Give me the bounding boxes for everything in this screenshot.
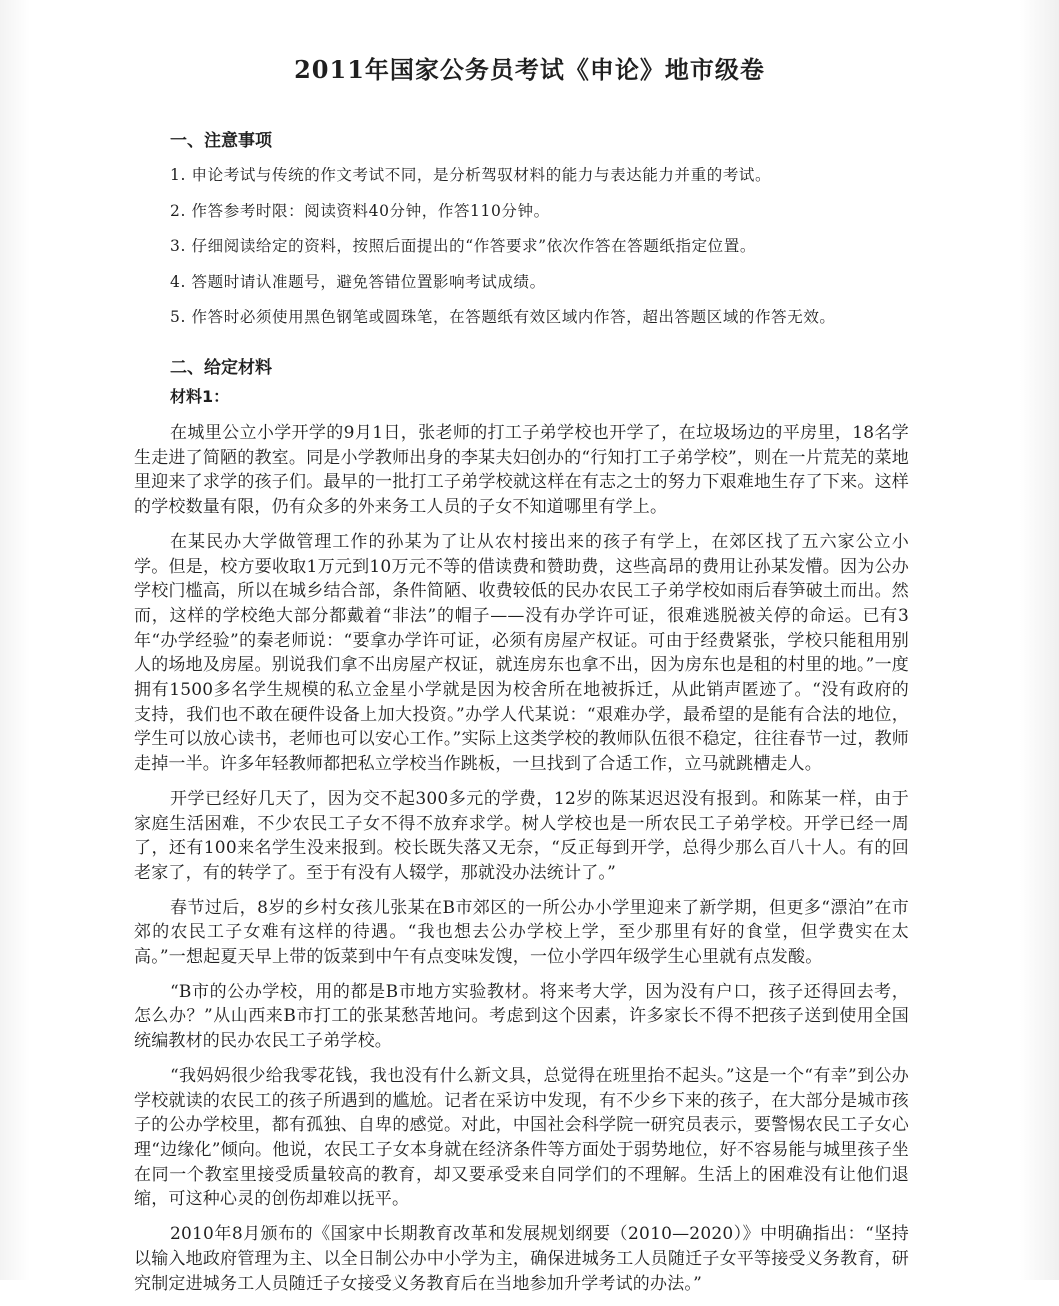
- notice-item: 2. 作答参考时限：阅读资料40分钟，作答110分钟。: [170, 201, 550, 220]
- document-title: 2011年国家公务员考试《申论》地市级卷: [294, 55, 765, 84]
- section-heading-materials: 二、给定材料: [170, 358, 272, 378]
- material-label: 材料1：: [170, 387, 230, 406]
- material-body: [134, 421, 909, 1306]
- notice-list: [170, 158, 836, 336]
- section-heading-notice: 一、注意事项: [170, 131, 272, 151]
- notice-item: 1. 申论考试与传统的作文考试不同，是分析驾驭材料的能力与表达能力并重的考试。: [170, 166, 772, 184]
- material-paragraph: “B市的公办学校，用的都是B市地方实验教材。将来考大学，因为没有户口，孩子还得回去考，怎么办？”从山西来B市打工的张某愁苦地问。考虑到这个因素，许多家长不得不把孩子送到使用全国统编教材的民办农民工子弟学校。: [134, 981, 909, 1052]
- notice-item: 4. 答题时请认准题号，避免答错位置影响考试成绩。: [170, 272, 546, 291]
- material-paragraph: 在城里公立小学开学的9月1日，张老师的打工子弟学校也开学了，在垃圾场边的平房里，18名学生走进了简陋的教室。同是小学教师出身的李某夫妇创办的“行知打工子弟学校”，则在一片荒芜的菜地里迎来了求学的孩子们。最早的一批打工子弟学校就这样在有志之士的努力下艰难地生存了下来。这样的学校数量有限，仍有众多的外来务工人员的子女不知道哪里有学上。: [134, 423, 909, 518]
- notice-item: 5. 作答时必须使用黑色钢笔或圆珠笔，在答题纸有效区域内作答，超出答题区域的作答无效。: [170, 308, 836, 326]
- material-paragraph: 春节过后，8岁的乡村女孩儿张某在B市郊区的一所公办小学里迎来了新学期，但更多“漂泊”在市郊的农民工子女难有这样的待遇。“我也想去公办学校上学，至少那里有好的食堂，但学费实在太高。”一想起夏天早上带的饭菜到中午有点变味发馊，一位小学四年级学生心里就有点发酸。: [134, 897, 909, 968]
- material-paragraph: “我妈妈很少给我零花钱，我也没有什么新文具，总觉得在班里抬不起头。”这是一个“有幸”到公办学校就读的农民工的孩子所遇到的尴尬。记者在采访中发现，有不少乡下来的孩子，在大部分是城市孩子的公办学校里，都有孤独、自卑的感觉。对此，中国社会科学院一研究员表示，要警惕农民工子女心理“边缘化”倾向。他说，农民工子女本身就在经济条件等方面处于弱势地位，好不容易能与城里孩子坐在同一个教室里接受质量较高的教育，却又要承受来自同学们的不理解。生活上的困难没有让他们退缩，可这种心灵的创伤却难以抚平。: [134, 1065, 909, 1210]
- notice-item: 3. 仔细阅读给定的资料，按照后面提出的“作答要求”依次作答在答题纸指定位置。: [170, 237, 756, 255]
- material-paragraph: 2010年8月颁布的《国家中长期教育改革和发展规划纲要（2010—2020）》中明确指出：“坚持以输入地政府管理为主、以全日制公办中小学为主，确保进城务工人员随迁子女平等接受义务教育，研究制定进城务工人员随迁子女接受义务教育后在当地参加升学考试的办法。”: [134, 1224, 909, 1294]
- material-paragraph: 开学已经好几天了，因为交不起300多元的学费，12岁的陈某迟迟没有报到。和陈某一样，由于家庭生活困难，不少农民工子女不得不放弃求学。树人学校也是一所农民工子弟学校。开学已经一周了，还有100来名学生没来报到。校长既失落又无奈，“反正每到开学，总得少那么百八十人。有的回老家了，有的转学了。至于有没有人辍学，那就没办法统计了。”: [134, 788, 909, 883]
- material-paragraph: 在某民办大学做管理工作的孙某为了让从农村接出来的孩子有学上，在郊区找了五六家公立小学。但是，校方要收取1万元到10万元不等的借读费和赞助费，这些高昂的费用让孙某发懵。因为公办学校门槛高，所以在城乡结合部，条件简陋、收费较低的民办农民工子弟学校如雨后春笋破土而出。然而，这样的学校绝大部分都戴着“非法”的帽子——没有办学许可证，很难逃脱被关停的命运。已有3年“办学经验”的秦老师说：“要拿办学许可证，必须有房屋产权证。可由于经费紧张，学校只能租用别人的场地及房屋。别说我们拿不出房屋产权证，就连房东也拿不出，因为房东也是租的村里的地。”一度拥有1500多名学生规模的私立金星小学就是因为校舍所在地被拆迁，从此销声匿迹了。“没有政府的支持，我们也不敢在硬件设备上加大投资。”办学人代某说：“艰难办学，最希望的是能有合法的地位，学生可以放心读书，老师也可以安心工作。”实际上这类学校的教师队伍很不稳定，往往春节一过，教师走掉一半。许多年轻教师都把私立学校当作跳板，一旦找到了合适工作，立马就跳槽走人。: [134, 531, 909, 775]
